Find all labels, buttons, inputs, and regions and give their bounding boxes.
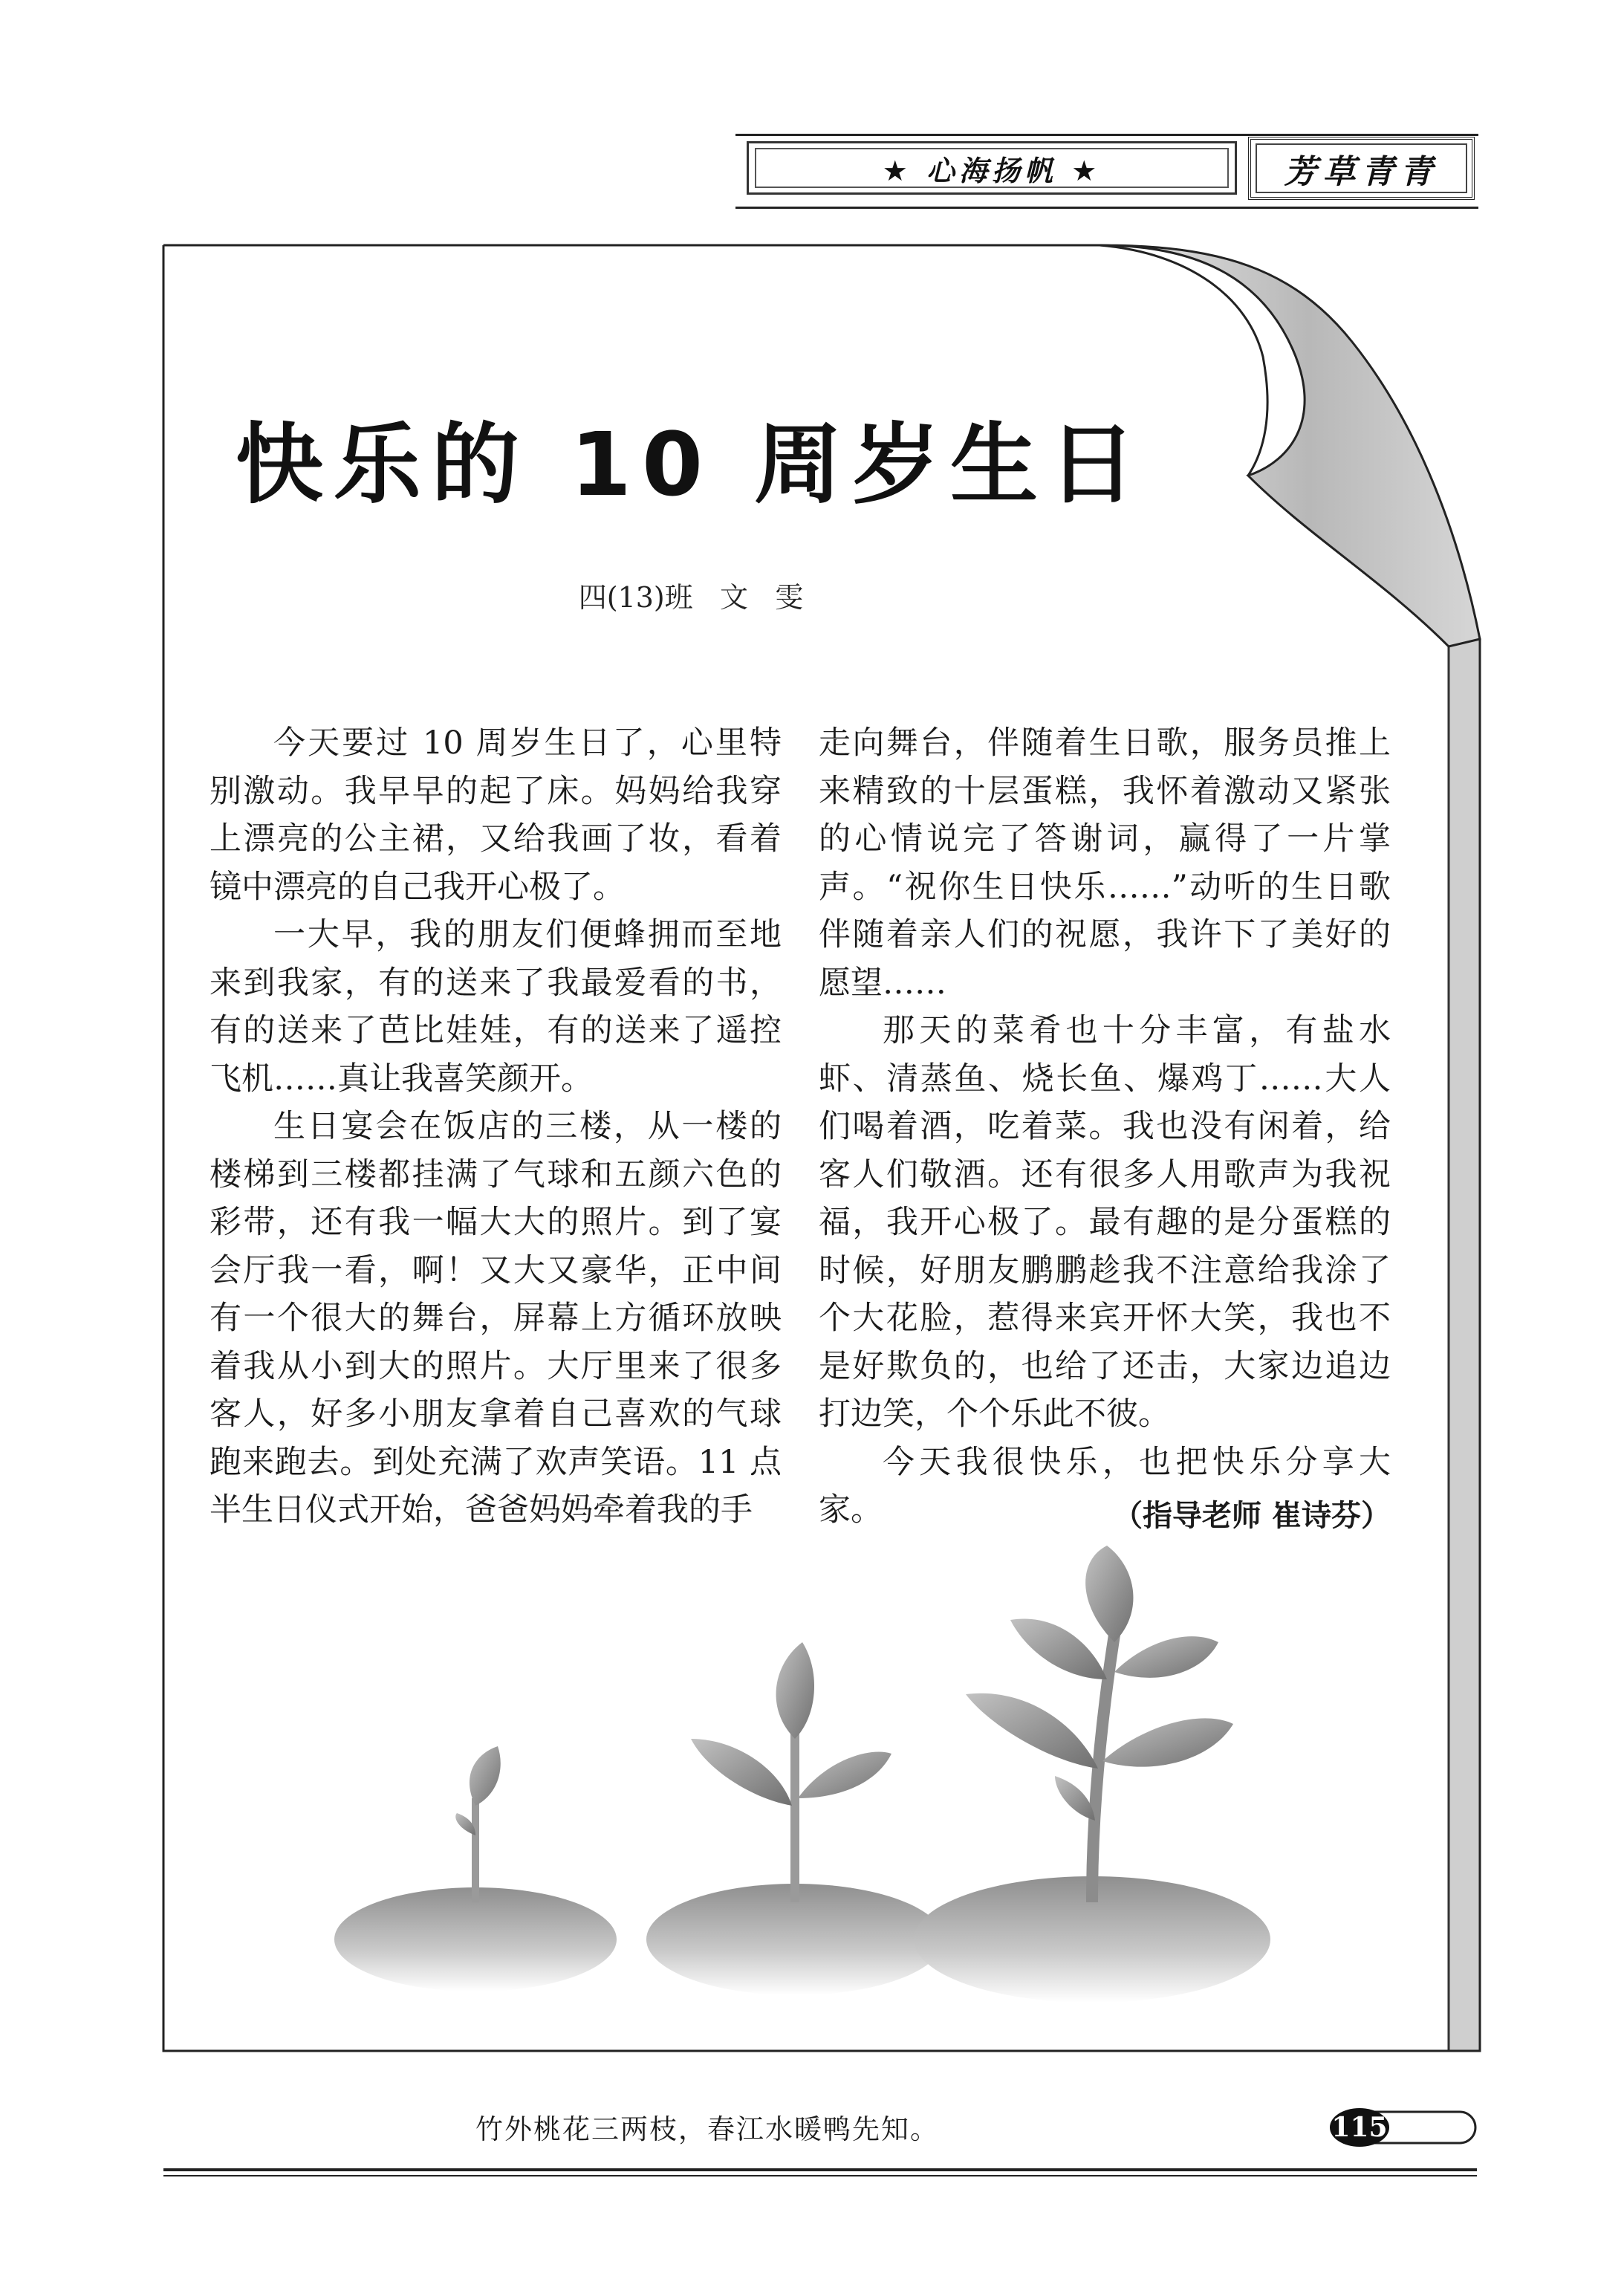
footer-rule-thin [163,2175,1477,2176]
paragraph: 那天的菜肴也十分丰富，有盐水虾、清蒸鱼、烧长鱼、爆鸡丁……大人们喝着酒，吃着菜。我也没有闲着，给客人们敬酒。还有很多人用歌声为我祝福，我开心极了。最有趣的是分蛋糕的时候，好朋友鹏鹏趁我不注意给我涂了个大花脸，惹得来宾开怀大笑，我也不是好欺负的，也给了还击，大家边追边打边笑，个个乐此不彼。 [819,1012,1391,1433]
paragraph: 一大早，我的朋友们便蜂拥而至地来到我家，有的送来了我最爱看的书，有的送来了芭比娃娃，有的送来了遥控飞机……真让我喜笑颜开。 [210,916,782,1098]
sprout-large-icon [966,1546,1233,1902]
paragraph: 走向舞台，伴随着生日歌，服务员推上来精致的十层蛋糕，我怀着激动又紧张的心情说完了答谢词，赢得了一片掌声。“祝你生日快乐……”动听的生日歌伴随着亲人们的祝愿，我许下了美好的愿望…… [819,725,1391,1002]
footer-rule [163,2168,1477,2171]
left-column [210,719,782,1534]
paragraph: 今天我很快乐，也把快乐分享大家。 [819,1443,1391,1529]
page-number-badge [1330,2107,1478,2148]
sprout-medium-icon [691,1642,891,1902]
article-byline: 四(13)班 文 雯 [578,580,804,614]
column-name: ★ 心海扬帆 ★ [882,154,1102,187]
soil-mound-small [334,1887,617,1991]
section-name: 芳草青青 [1284,152,1439,191]
article-title: 快乐的 10 周岁生日 [235,413,1147,516]
page-spine [1449,639,1480,2051]
page-number: 115 [1331,2112,1388,2143]
footer-quote: 竹外桃花三两枝，春江水暖鸭先知。 [475,2113,939,2145]
advisor-credit: （指导老师 崔诗芬） [1113,1499,1391,1533]
paragraph: 今天要过 10 周岁生日了，心里特别激动。我早早的起了床。妈妈给我穿上漂亮的公主裙，又给我画了妆，看着镜中漂亮的自己我开心极了。 [210,725,782,906]
paragraph: 生日宴会在饭店的三楼，从一楼的楼梯到三楼都挂满了气球和五颜六色的彩带，还有我一幅大大的照片。到了宴会厅我一看，啊！又大又豪华，正中间有一个很大的舞台，屏幕上方循环放映着我从小到大的照片。大厅里来了很多客人，好多小朋友拿着自己喜欢的气球跑来跑去。到处充满了欢声笑语。11 点半生日仪式开始，爸爸妈妈牵着我的手 [210,1108,782,1529]
sprout-small-icon [455,1746,500,1902]
right-column [819,719,1391,1534]
